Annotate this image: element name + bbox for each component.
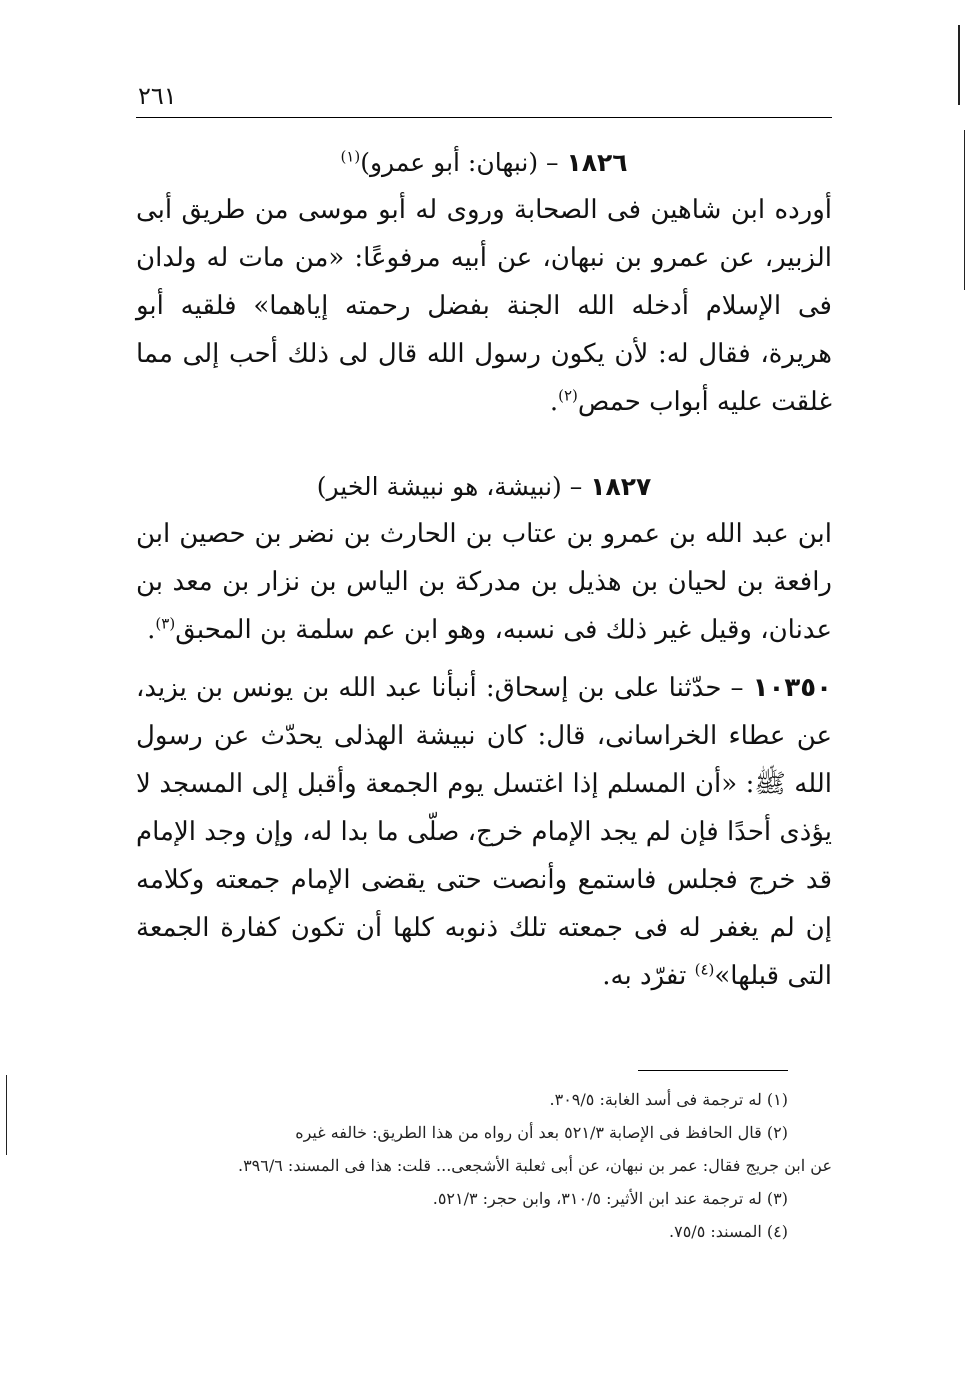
footnote-2: (٢) قال الحافظ فى الإصابة ٥٢١/٣ بعد أن رواه من هذا الطريق: خالفه غيره (295, 1123, 788, 1142)
entry-body-1826 (136, 186, 832, 426)
binding-mark-top (958, 25, 960, 105)
footnote-ref: (١) (340, 147, 361, 166)
entry-heading-1827 (136, 464, 832, 510)
entry-text-end: . (549, 387, 559, 417)
page-number: ٢٦١ (138, 82, 177, 110)
entry-body-1827 (136, 510, 832, 654)
hadith-number: ١٠٣٥٠ (752, 673, 833, 703)
footnote-1: (١) له ترجمة فى أسد الغابة: ٣٠٩/٥. (549, 1090, 788, 1109)
entry-number: ١٨٢٦ (566, 148, 628, 177)
hadith-text: – حدّثنا على بن إسحاق: أنبأنا عبد الله بن يونس بن يزيد، عن عطاء الخراسانى، قال: كان نبيشة الهذلى يحدّث عن رسول الله ﷺ: «أن المسلم إذا اغتسل يوم الجمعة وأقبل إلى المسجد لا يؤذى أحدًا فإن لم يجد الإمام خرج، صلّى ما بدا له، وإن وجد الإمام قد خرج فجلس فاستمع وأنصت حتى يقضى الإمام جمعته وكلامه إن لم يغفر له فى جمعته تلك ذنوبه كلها أن تكون كفارة الجمعة التى قبلها» (136, 673, 832, 991)
entry-title: – (نبيشة، هو نبيشة الخير) (316, 472, 583, 501)
entry-text: ابن عبد الله بن عمرو بن عتاب بن الحارث بن نضر بن حصين ابن رافعة بن لحيان بن هذيل بن مدركة بن الياس بن نزار بن معد بن عدنان، وقيل غير ذلك فى نسبه، وهو ابن عم سلمة بن المحبق (136, 519, 832, 645)
spacer (136, 426, 832, 464)
entry-heading-1826 (136, 140, 832, 186)
footnote-2-continued: عن ابن جريج فقال: عمر بن نبهان، عن أبى ثعلبة الأشجعى... قلت: هذا فى المسند: ٣٩٦/٦. (237, 1156, 832, 1175)
footnote-ref: (٤) (694, 960, 715, 979)
footnote-4: (٤) المسند: ٧٥/٥. (669, 1222, 788, 1241)
main-text (136, 140, 832, 1000)
footnote-3: (٣) له ترجمة عند ابن الأثير: ٣١٠/٥، وابن حجر: ٥٢١/٣. (432, 1189, 788, 1208)
entry-text-end: . (147, 615, 156, 645)
hadith-text-end: تفرّد به. (602, 961, 695, 991)
entry-title: – (نبهان: أبو عمرو) (360, 148, 559, 177)
binding-mark-middle (964, 130, 965, 290)
binding-mark-left (6, 1075, 7, 1155)
footnote-ref: (٣) (155, 614, 176, 633)
spacer (136, 654, 832, 664)
entry-number: ١٨٢٧ (590, 472, 652, 501)
entry-text: أورده ابن شاهين فى الصحابة وروى له أبو موسى من طريق أبى الزبير، عن عمرو بن نبهان، عن أبيه مرفوعًا: «من مات له ولدان فى الإسلام أدخله الله الجنة بفضل رحمته إياهما» فلقيه أبو هريرة، فقال له: لأن يكون رسول الله قال لى ذلك أحب إلى مما غلقت عليه أبواب حمص (136, 195, 832, 417)
hadith-10350 (136, 664, 832, 1000)
footnote-rule (638, 1070, 788, 1071)
footnotes (136, 1083, 832, 1248)
footnote-ref: (٢) (558, 386, 578, 405)
header-rule (136, 117, 832, 118)
